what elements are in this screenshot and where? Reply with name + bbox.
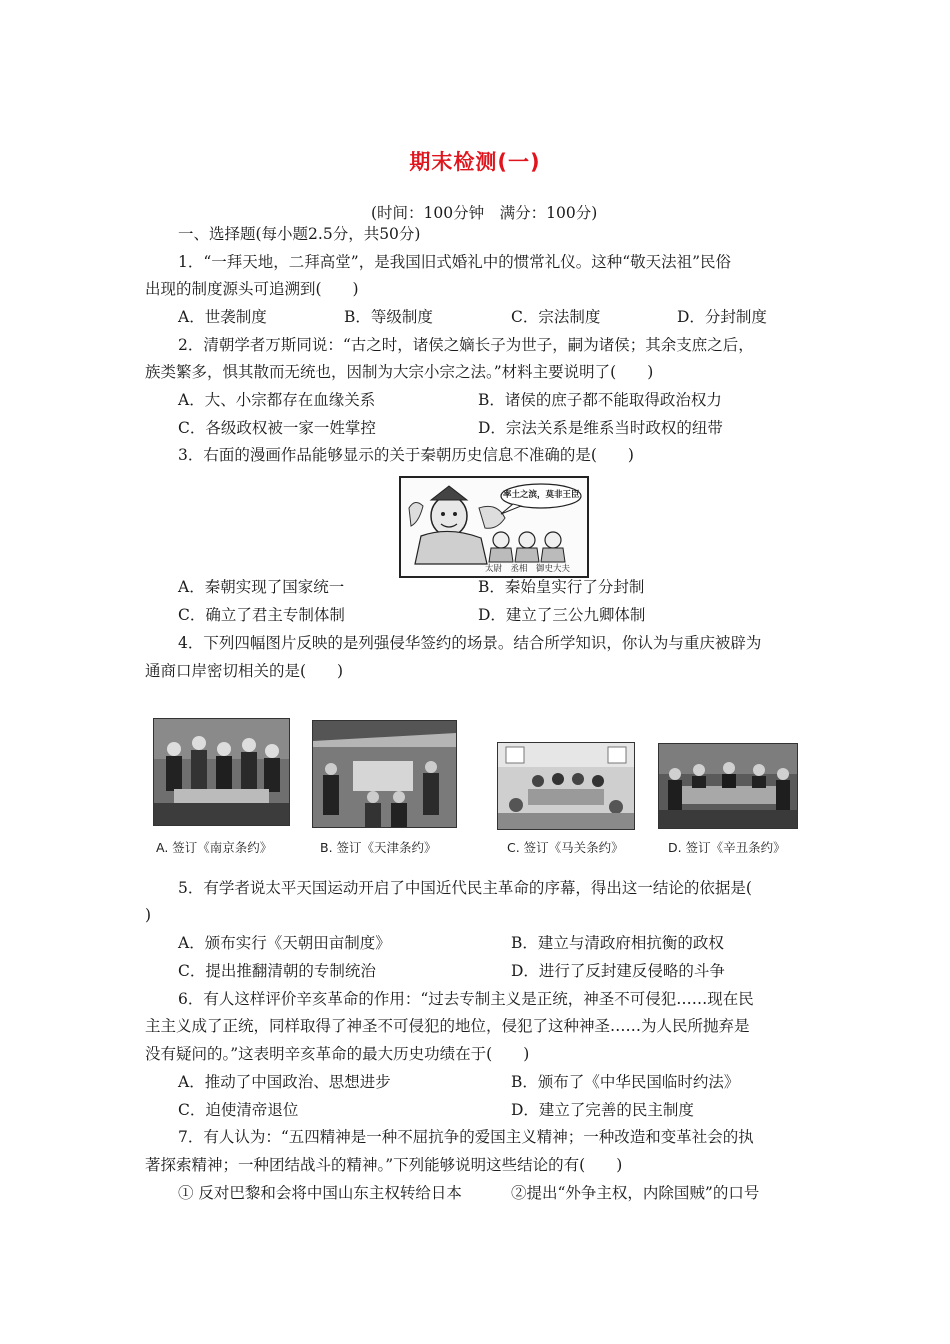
photo-maguan-treaty <box>497 742 635 830</box>
cartoon-labels: 太尉 丞相 御史大夫 <box>485 564 571 574</box>
photo-nanjing-treaty <box>153 718 290 826</box>
q5-option-a: A．颁布实行《天朝田亩制度》 <box>178 934 391 952</box>
photo-c-drawing <box>498 743 634 829</box>
q1-option-a: A．世袭制度 <box>178 308 267 326</box>
photo-a-drawing <box>154 719 289 825</box>
q1-option-d: D．分封制度 <box>677 308 767 326</box>
q6-option-a: A．推动了中国政治、思想进步 <box>178 1073 391 1091</box>
q1-line1: 1．“一拜天地，二拜高堂”，是我国旧式婚礼中的惯常礼仪。这种“敬天法祖”民俗 <box>178 253 732 271</box>
q6-line1: 6．有人这样评价辛亥革命的作用：“过去专制主义是正统，神圣不可侵犯……现在民 <box>178 990 754 1008</box>
q5-option-b: B．建立与清政府相抗衡的政权 <box>511 934 724 952</box>
q6-line3: 没有疑问的。”这表明辛亥革命的最大历史功绩在于( ) <box>145 1045 530 1063</box>
q1-option-b: B．等级制度 <box>344 308 433 326</box>
q5-line1: 5．有学者说太平天国运动开启了中国近代民主革命的序幕，得出这一结论的依据是( <box>178 879 752 897</box>
q5-option-d: D．进行了反封建反侵略的斗争 <box>511 962 725 980</box>
q2-option-c: C．各级政权被一家一姓掌控 <box>178 419 376 437</box>
photo-b-drawing <box>313 721 456 827</box>
exam-subtitle: (时间：100分钟 满分：100分) <box>371 204 598 222</box>
q6-option-c: C．迫使清帝退位 <box>178 1101 299 1119</box>
q6-line2: 主主义成了正统，同样取得了神圣不可侵犯的地位，侵犯了这种神圣……为人民所抛弃是 <box>145 1017 750 1035</box>
q7-statement-2: ②提出“外争主权，内除国贼”的口号 <box>511 1184 760 1202</box>
caption-c: C. 签订《马关条约》 <box>507 840 624 855</box>
q2-line1: 2．清朝学者万斯同说：“古之时，诸侯之嫡长子为世子，嗣为诸侯；其余支庶之后， <box>178 336 754 354</box>
photo-xinchou-treaty <box>658 743 798 829</box>
q2-line2: 族类繁多，惧其散而无统也，因制为大宗小宗之法。”材料主要说明了( ) <box>145 363 654 381</box>
q5-line2: ) <box>145 906 152 924</box>
q1-line2: 出现的制度源头可追溯到( ) <box>145 280 359 298</box>
caption-b: B. 签订《天津条约》 <box>320 840 437 855</box>
q6-option-b: B．颁布了《中华民国临时约法》 <box>511 1073 740 1091</box>
q3-option-b: B．秦始皇实行了分封制 <box>478 578 645 596</box>
q6-option-d: D．建立了完善的民主制度 <box>511 1101 694 1119</box>
q5-option-c: C．提出推翻清朝的专制统治 <box>178 962 376 980</box>
q4-line1: 4．下列四幅图片反映的是列强侵华签约的场景。结合所学知识，你认为与重庆被辟为 <box>178 634 762 652</box>
caption-a: A. 签订《南京条约》 <box>156 840 273 855</box>
photo-tianjin-treaty <box>312 720 457 828</box>
page-title: 期末检测(一) <box>409 150 541 174</box>
caption-d: D. 签订《辛丑条约》 <box>668 840 786 855</box>
q3-option-a: A．秦朝实现了国家统一 <box>178 578 345 596</box>
q1-option-c: C．宗法制度 <box>511 308 601 326</box>
q4-line2: 通商口岸密切相关的是( ) <box>145 662 344 680</box>
section-heading: 一、选择题(每小题2.5分，共50分) <box>178 225 421 243</box>
q3-option-c: C．确立了君主专制体制 <box>178 606 345 624</box>
cartoon-speech-bubble: 率土之滨，莫非王臣 <box>503 490 580 500</box>
q3-option-d: D．建立了三公九卿体制 <box>478 606 646 624</box>
q2-option-d: D．宗法关系是维系当时政权的纽带 <box>478 419 723 437</box>
q3-line1: 3．右面的漫画作品能够显示的关于秦朝历史信息不准确的是( ) <box>178 446 634 464</box>
q7-line1: 7．有人认为：“五四精神是一种不屈抗争的爱国主义精神；一种改造和变革社会的执 <box>178 1128 754 1146</box>
q7-statement-1: ① 反对巴黎和会将中国山东主权转给日本 <box>178 1184 462 1202</box>
q7-line2: 著探索精神；一种团结战斗的精神。”下列能够说明这些结论的有( ) <box>145 1156 623 1174</box>
photo-d-drawing <box>659 744 797 828</box>
q2-option-a: A．大、小宗都存在血缘关系 <box>178 391 376 409</box>
q2-option-b: B．诸侯的庶子都不能取得政治权力 <box>478 391 722 409</box>
qin-cartoon-image <box>399 476 589 578</box>
